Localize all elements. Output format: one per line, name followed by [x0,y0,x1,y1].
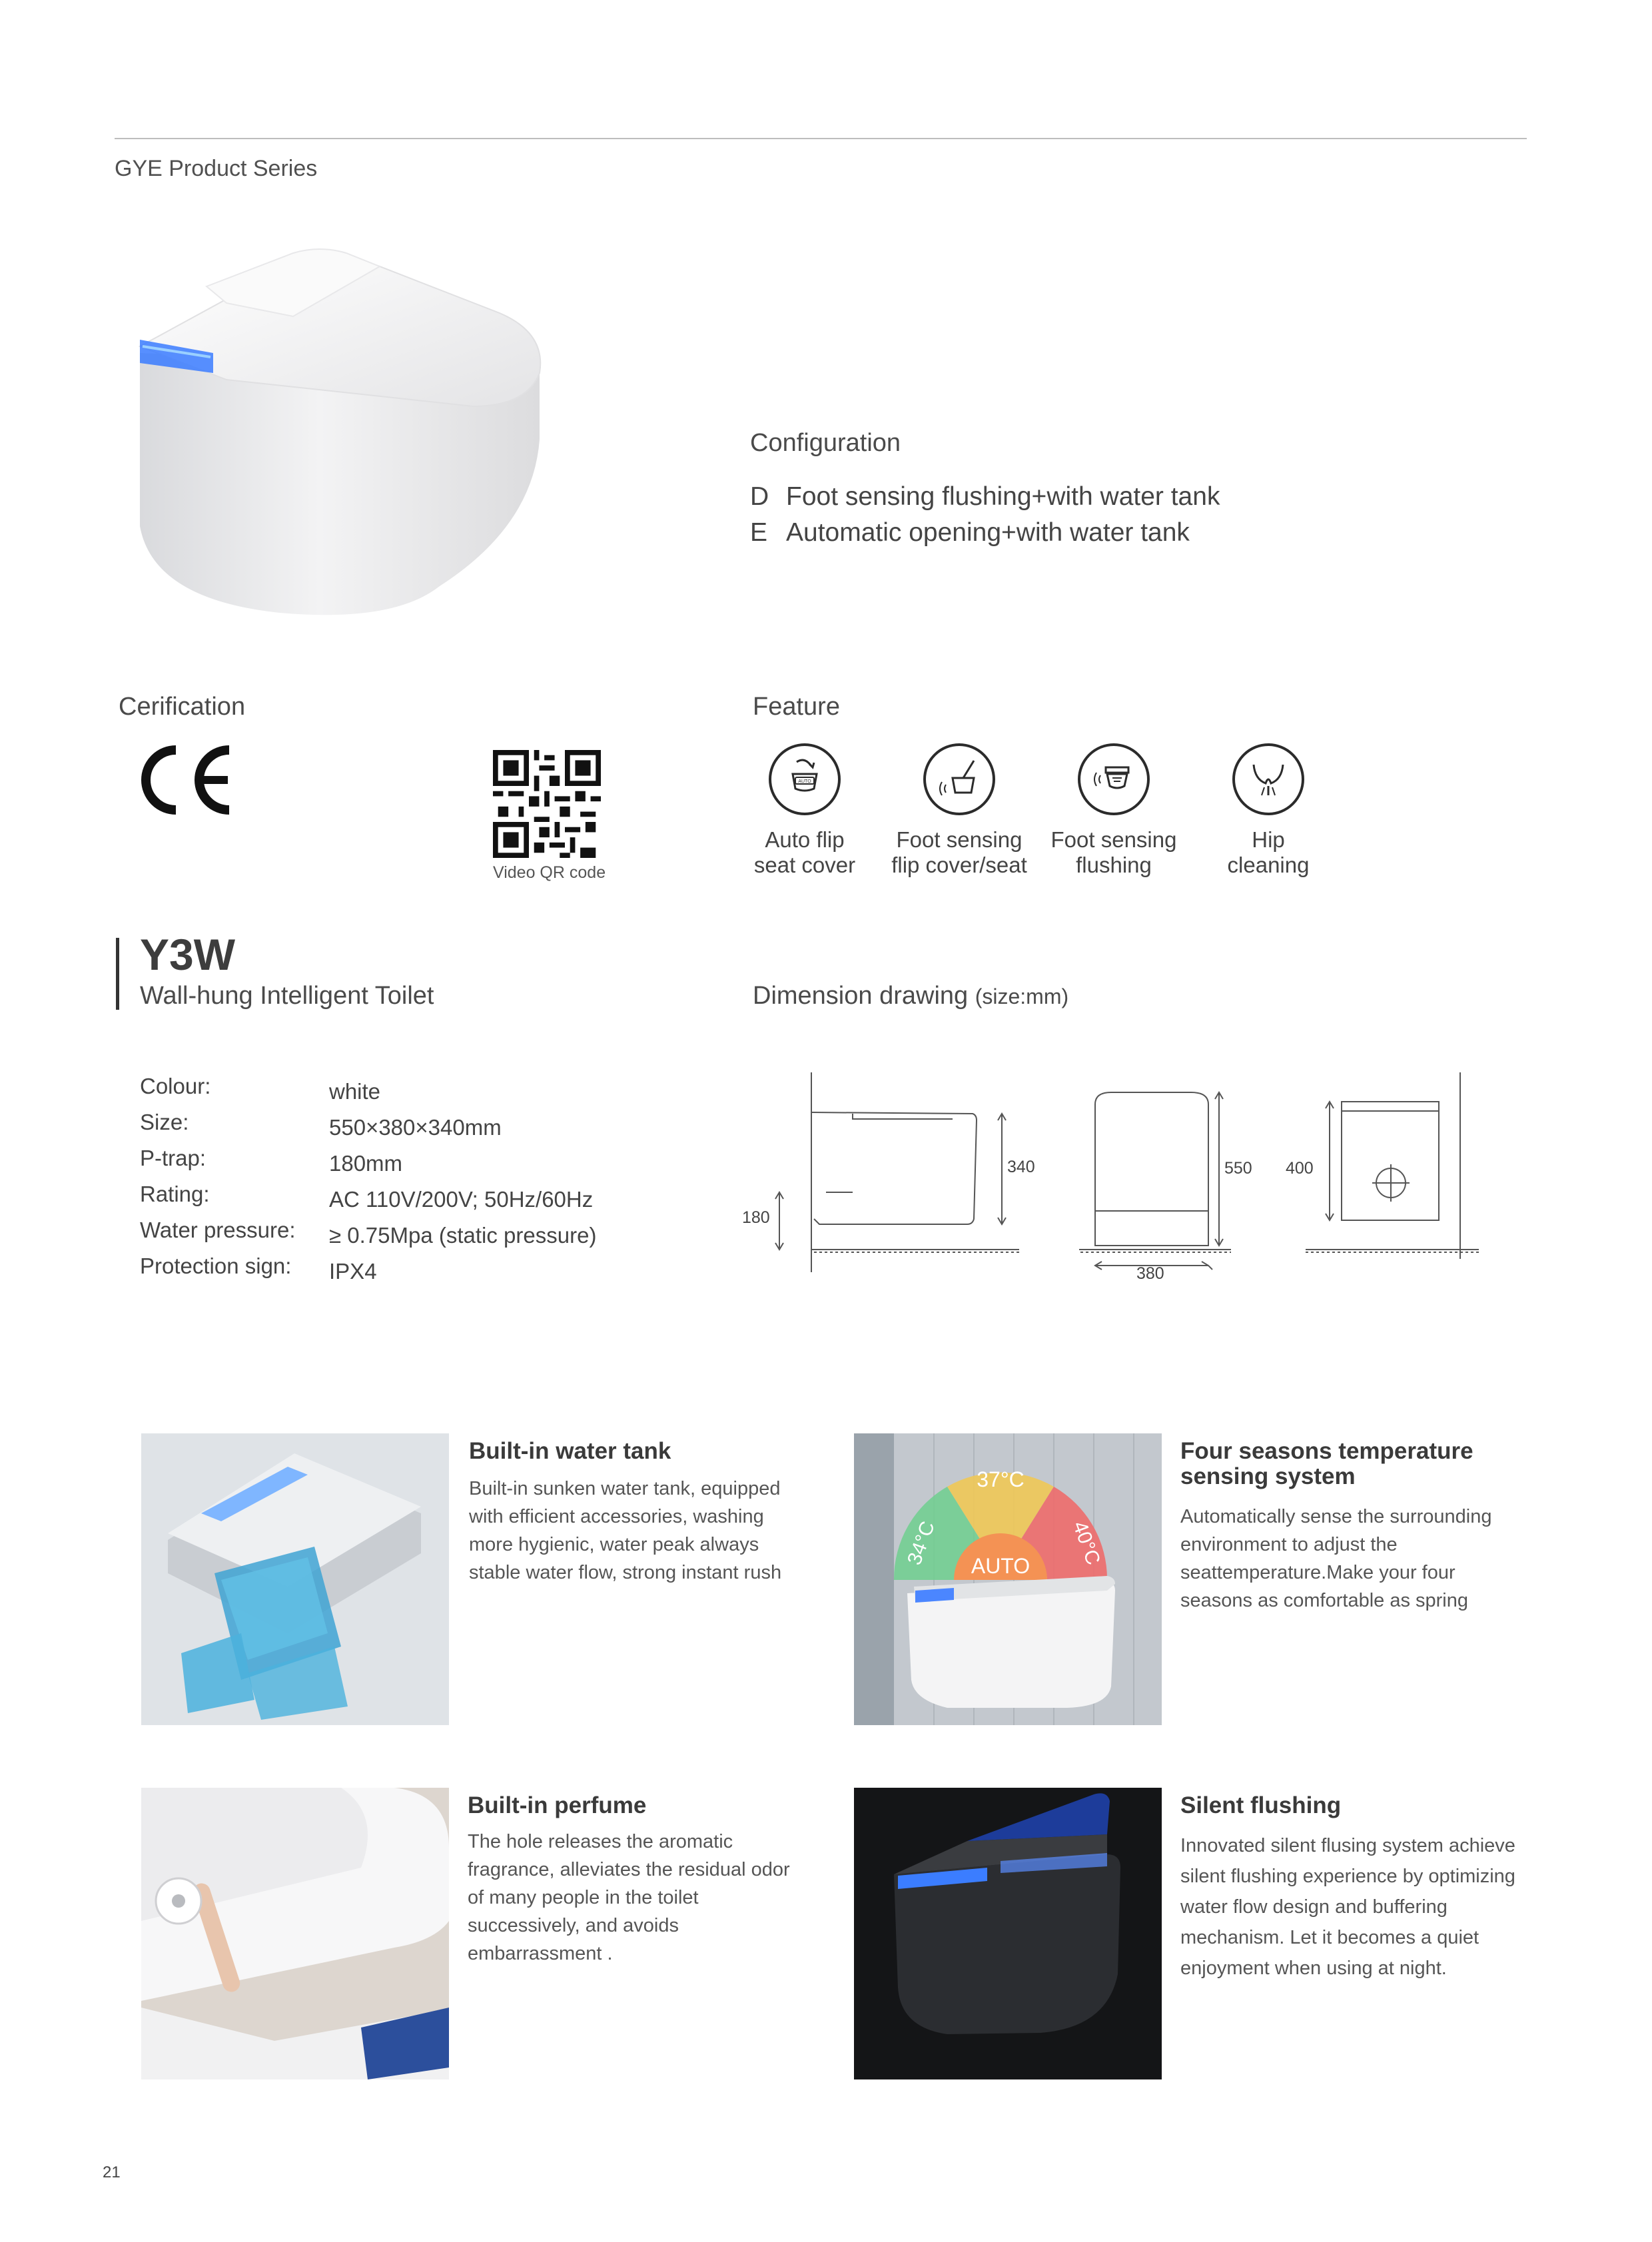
model-name: Wall-hung Intelligent Toilet [140,982,434,1010]
feature-line2: cleaning [1227,853,1310,877]
config-item-d [750,482,1220,512]
foot-sensing-flip-icon [923,743,995,815]
qr-caption: Video QR code [493,863,606,882]
feature-line1: Foot sensing [1050,827,1177,852]
spec-key: Rating: [140,1182,210,1206]
dim-label-550: 550 [1224,1159,1252,1178]
feature-line1: Foot sensing [896,827,1023,852]
configuration-title: Configuration [750,429,901,457]
feature-foot-sensing-flushing [1040,743,1187,878]
hip-cleaning-icon [1232,743,1304,815]
spec-value: 550×380×340mm [329,1115,502,1140]
card-text: Automatically sense the surrounding environment to adjust the seattemperature.Make your four seasons as comfortable as spring [1180,1506,1492,1611]
series-title: GYE Product Series [115,156,318,181]
dim-label-380: 380 [1136,1264,1164,1283]
feature-foot-sensing-flip [886,743,1032,878]
dimension-title [753,982,1068,1010]
config-item-e [750,518,1190,548]
video-qr-code[interactable] [493,750,601,858]
temp-auto: AUTO [971,1554,1031,1578]
feature-line2: flip cover/seat [891,853,1027,877]
dimension-unit: (size:mm) [975,984,1069,1008]
spec-value: AC 110V/200V; 50Hz/60Hz [329,1187,594,1212]
model-accent-bar [116,938,119,1010]
page-number: 21 [103,2163,121,2181]
water-tank-image [141,1433,449,1725]
auto-flip-icon [769,743,841,815]
perfume-image [141,1788,449,2079]
spec-value: white [329,1079,381,1104]
hero-toilet-image [127,240,553,626]
ce-mark-icon [137,743,234,817]
silent-flushing-image [854,1788,1162,2079]
feature-auto-flip [731,743,878,878]
temperature-image [854,1433,1162,1725]
feature-line2: seat cover [753,853,856,877]
card-text: The hole releases the aromatic fragrance, alleviates the residual odor of many people in the toilet successively, and avoids embarrassment . [468,1831,790,1964]
header-rule [115,138,1527,139]
spec-key: Water pressure: [140,1218,296,1242]
feature-line1: Hip [1252,827,1285,852]
temp-right: 40°C [1068,1518,1104,1568]
model-number: Y3W [140,930,236,979]
feature-hip-cleaning [1195,743,1342,878]
card-title: Silent flushing [1180,1792,1342,1818]
spec-value: 180mm [329,1151,403,1176]
spec-value: ≥ 0.75Mpa (static pressure) [329,1223,597,1248]
foot-sensing-flushing-icon [1078,743,1150,815]
card-text: Innovated silent flusing system achieve silent flushing experience by optimizing water flow design and buffering mechanism. Let it becomes a quiet enjoyment when using at night. [1180,1835,1515,1979]
dim-label-400: 400 [1286,1159,1314,1178]
dim-label-180: 180 [742,1208,770,1227]
feature-line2: flushing [1076,853,1152,877]
card-title: Built-in water tank [469,1438,671,1464]
svg-text:AUTO: AUTO [798,779,811,784]
spec-key: Size: [140,1110,189,1134]
config-code: E [750,518,768,547]
temp-left: 34°C [903,1518,940,1568]
feature-title: Feature [753,693,840,721]
config-label: Automatic opening+with water tank [786,518,1190,547]
feature-line1: Auto flip [765,827,845,852]
certification-title: Cerification [119,693,246,721]
dimension-title-text: Dimension drawing [753,982,969,1010]
spec-key: P-trap: [140,1146,206,1170]
temp-mid: 37°C [977,1467,1025,1491]
dim-label-340: 340 [1007,1158,1035,1176]
spec-value: IPX4 [329,1259,377,1284]
spec-key: Colour: [140,1074,211,1098]
config-label: Foot sensing flushing+with water tank [786,482,1220,511]
spec-key: Protection sign: [140,1254,292,1278]
card-title: Four seasons temperature sensing system [1180,1438,1473,1489]
config-code: D [750,482,769,511]
dimension-drawing [733,1059,1499,1286]
card-text: Built-in sunken water tank, equipped with efficient accessories, washing more hygienic, water peak always stable water flow, strong instant rush [469,1478,782,1583]
card-title: Built-in perfume [468,1792,647,1818]
